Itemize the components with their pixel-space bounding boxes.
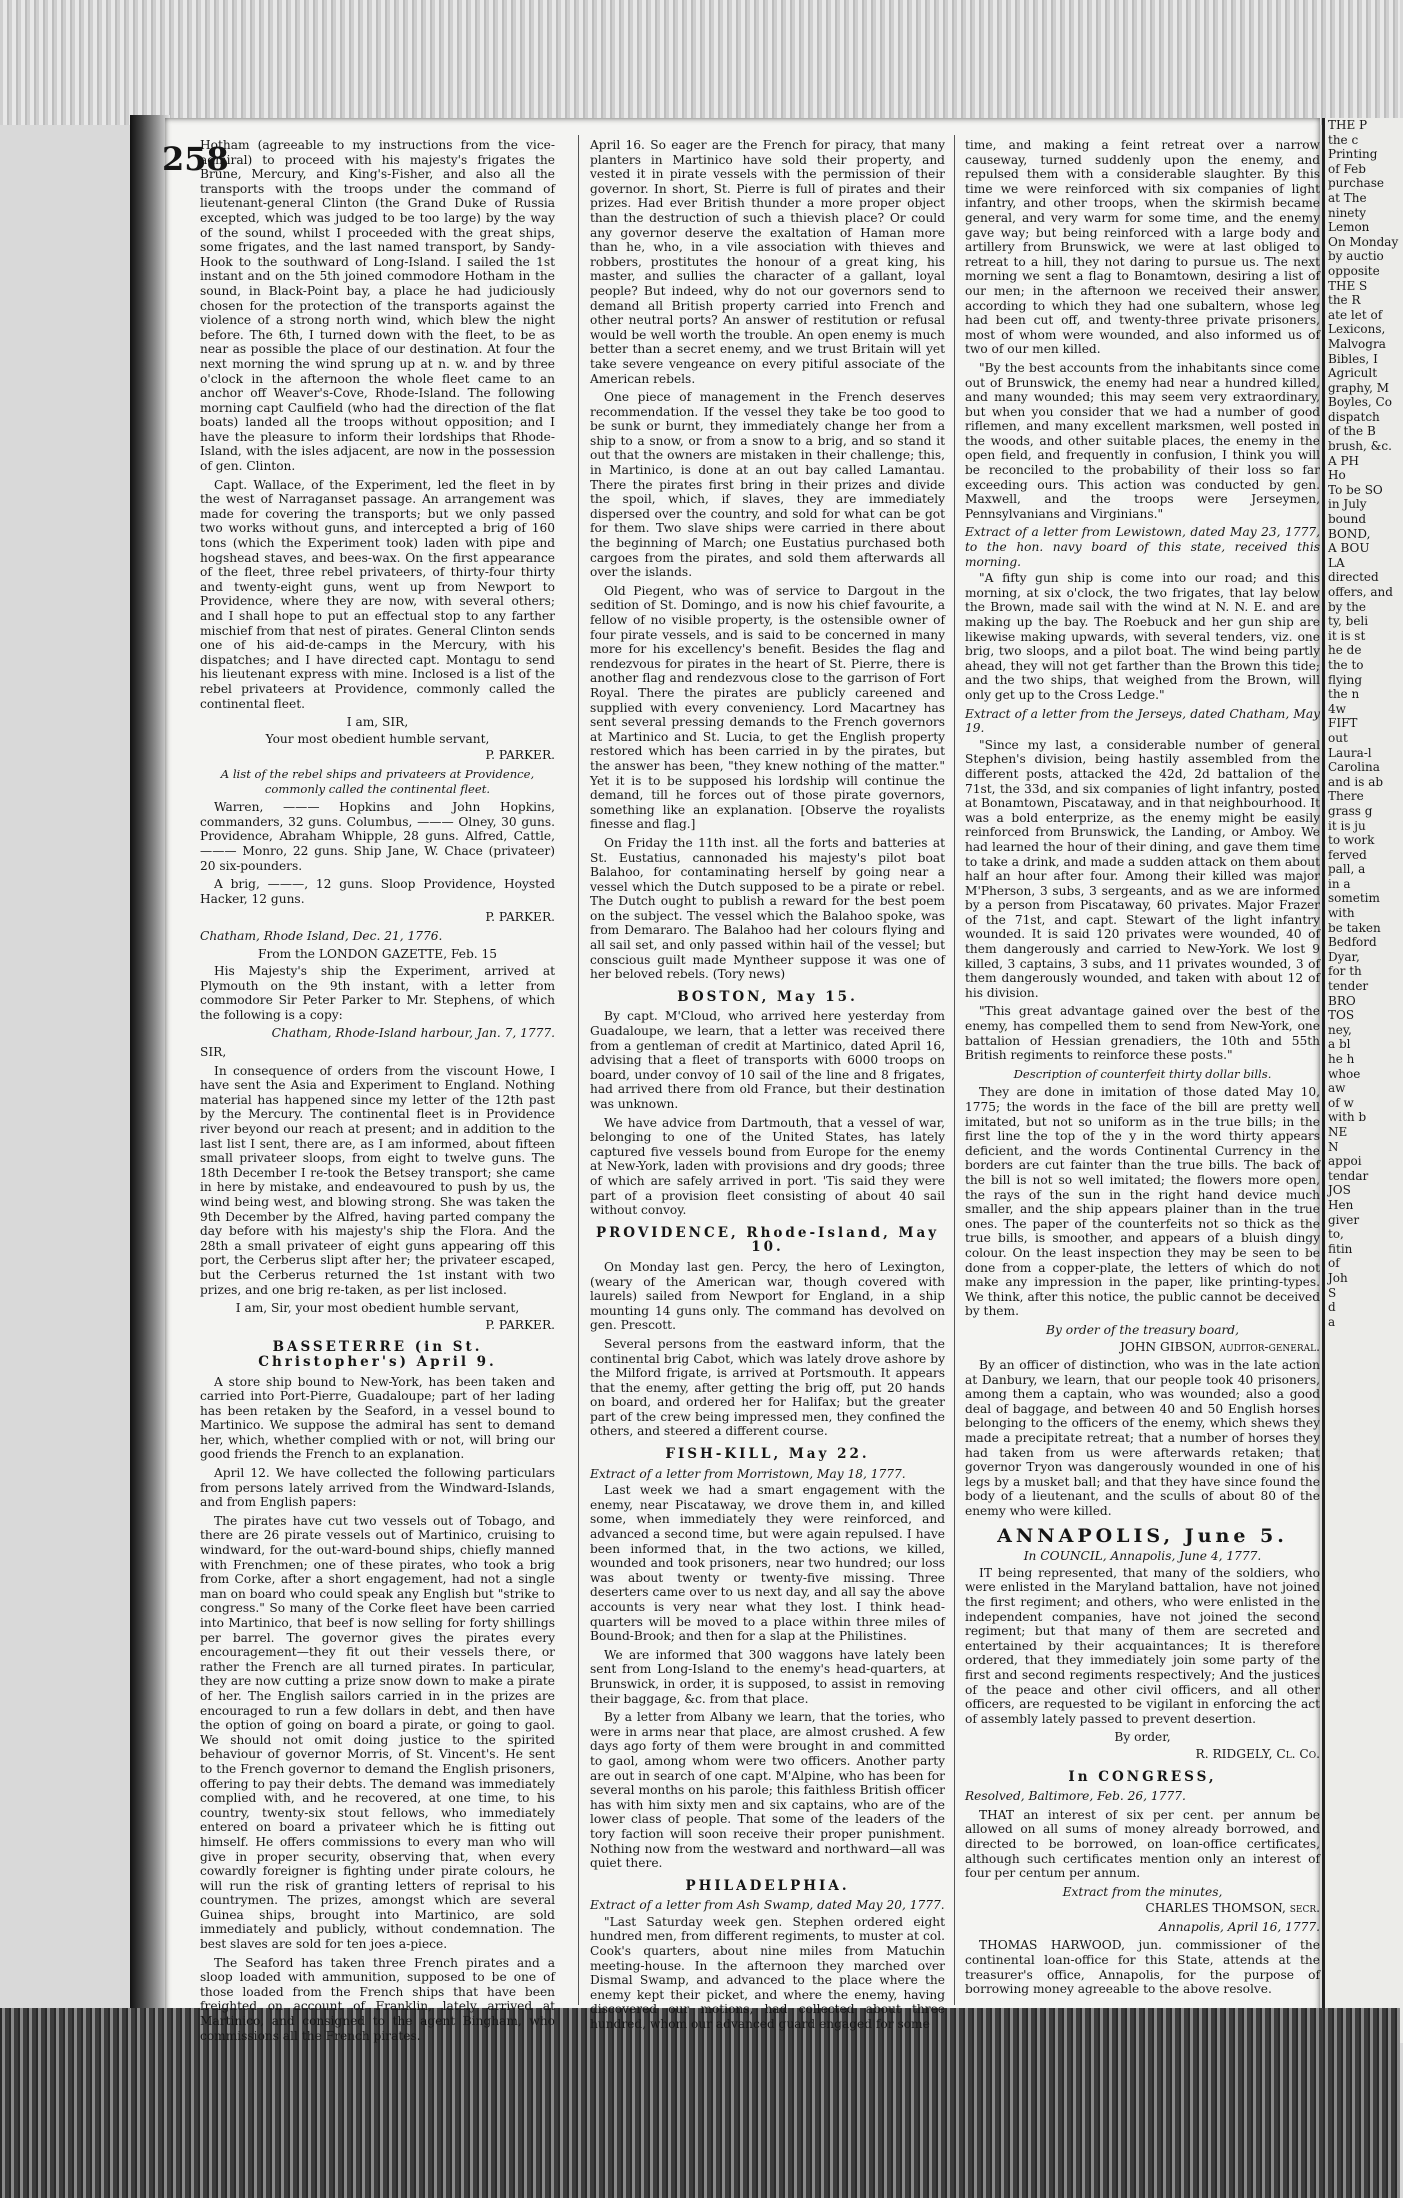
facing-page-fragment: ate let of <box>1328 307 1383 322</box>
signature: P. PARKER. <box>485 1317 555 1332</box>
column-rule <box>954 135 955 2005</box>
facing-page-fragment: Joh <box>1328 1270 1348 1285</box>
facing-page-edge <box>1322 118 1403 2043</box>
facing-page-fragment: On Monday <box>1328 234 1399 249</box>
facing-page-fragment: tender <box>1328 979 1369 994</box>
article-paragraph: One piece of management in the French deserves recommendation. If the vessel they take be too good to be sunk or burnt, they immediately change her from a ship to a snow, or from a snow to a brig, and so stand it out that the owners are mistaken in their challenge; this, in Martinico, is done at an out bay called Lamantau. There the pirates first bring in their prizes and divide the spoil, which, if slaves, they are immediately dispersed over the country, and sold for what can be got for them. Two slave ships were carried in there about the beginning of March; one Eustatius purchased both cargoes from the pirates, and sold them afterwards all over the islands. <box>590 390 945 580</box>
signature: R. RIDGELY, Cl. Co. <box>1195 1746 1320 1761</box>
article-paragraph: April 16. So eager are the French for piracy, that many planters in Martinico have sold their property, and vested it in pirate vessels with the permission of their governor. In short, St. Pierre is full of pirates and their prizes. Had ever British thunder a more proper object than the destruction of such a thievish place? Or could any governor deserve the exaltation of Haman more than he, who, in a vile association with thieves and robbers, prostitutes the honour of a great king, his master, and sullies the character of a gallant, loyal people? But indeed, why do not our governors send to demand all British property carried into French and other neutral ports? An answer of restitution or refusal would be well worth the trouble. An open enemy is much better than a secret enemy, and we trust Britain will yet take severe vengeance on every pitiful associate of the American rebels. <box>590 138 945 386</box>
article-paragraph: "Last Saturday week gen. Stephen ordered eight hundred men, from different regiments, to muster at col. Cook's quarters, about nine miles from Matuchin meeting-house. In the afternoon they marched over Dismal Swamp, and advanced to the place where the enemy kept their picket, and where the enemy, having discovered our motions, had collected about three hundred, whom our advanced guard engaged for some <box>590 1914 945 2032</box>
article-paragraph: By capt. M'Cloud, who arrived here yesterday from Guadaloupe, we learn, that a letter was received there from a gentleman of credit at Martinico, dated April 16, advising that a fleet of transports with 6000 troops on board, under convoy of 10 sail of the line and 8 frigates, had arrived there from old France, but their destination was unknown. <box>590 1009 945 1111</box>
facing-page-fragment: N <box>1328 1139 1339 1154</box>
facing-page-fragment: graphy, M <box>1328 380 1390 395</box>
facing-page-fragment: grass g <box>1328 803 1373 818</box>
facing-page-fragment: a bl <box>1328 1037 1351 1052</box>
signature: CHARLES THOMSON, secr. <box>1145 1901 1320 1916</box>
facing-page-fragment: a <box>1328 1314 1336 1329</box>
facing-page-fragment: Laura-l <box>1328 745 1372 760</box>
column-2 <box>590 138 945 2032</box>
facing-page-fragment: he h <box>1328 1052 1355 1066</box>
gazette-intro: From the LONDON GAZETTE, Feb. 15 <box>257 947 498 962</box>
salutation: SIR, <box>200 1045 227 1060</box>
article-paragraph: A store ship bound to New-York, has been taken and carried into Port-Pierre, Guadaloupe; part of her lading has been retaken by the Seaford, in a vessel bound to Martinico. We suppose the admiral has sent to demand her, which, whether complied with or not, will bring our good friends the French to an explanation. <box>200 1374 555 1462</box>
order-line: By order of the treasury board, <box>1046 1322 1239 1337</box>
facing-page-fragment: and is ab <box>1328 774 1384 789</box>
facing-page-fragment: fitin <box>1328 1241 1353 1256</box>
article-paragraph: Old Piegent, who was of service to Dargout in the sedition of St. Domingo, and is now his chief favourite, a fellow of no visible property, is the ostensible owner of four pirate vessels, and is said to be concerned in many more for his excellency's benefit. Besides the flag and rendezvous for pirates in the heart of St. Pierre, there is another flag and rendezvous close to the garrison of Fort Royal. There the pirates are publicly careened and supplied with every conveniency. Lord Macartney has sent several pressing demands to the French governors at Martinico and St. Lucia, to get the English property restored which has been carried in by the pirates, but the answer has been, "they knew nothing of the matter." Yet it is to be supposed his lordship will continue the demand, till he forces out of those pirate governors, something like an explanation. [Observe the royalists finesse and flag.] <box>590 583 945 832</box>
letter-closing: Your most obedient humble servant, <box>265 731 490 746</box>
extract-heading: Extract of a letter from the Jerseys, dated Chatham, May 19. <box>965 706 1320 736</box>
facing-page-fragment: To be SO <box>1328 482 1383 497</box>
facing-page-fragment: ferved <box>1328 847 1367 862</box>
list-caption: A list of the rebel ships and privateers at Providence, commonly called the continental fleet. <box>220 766 535 796</box>
facing-page-fragment: by auctio <box>1328 249 1384 264</box>
facing-page-fragment: THE S <box>1328 278 1368 293</box>
extract-heading: Extract of a letter from Morristown, May 18, 1777. <box>590 1466 906 1481</box>
article-paragraph: April 12. We have collected the following particulars from persons lately arrived from the Windward-Islands, and from English papers: <box>200 1466 555 1510</box>
facing-page-fragment: Bibles, I <box>1328 351 1378 366</box>
facing-page-fragment: giver <box>1328 1212 1360 1227</box>
facing-page-fragment: S <box>1328 1285 1337 1300</box>
facing-page-fragment: FIFT <box>1328 716 1358 731</box>
dateline-providence: PROVIDENCE, Rhode-Island, May 10. <box>595 1224 940 1256</box>
extract-heading: Extract of a letter from Ash Swamp, dated May 20, 1777. <box>590 1898 945 1913</box>
facing-page-fragment: of w <box>1328 1095 1354 1110</box>
facing-page-fragment: Agricult <box>1328 366 1378 381</box>
resolved-line: Resolved, Baltimore, Feb. 26, 1777. <box>965 1789 1186 1804</box>
facing-page-fragment: Dyar, <box>1328 949 1360 964</box>
facing-page-fragment: it is st <box>1328 628 1366 643</box>
facing-page-fragment: of the B <box>1328 424 1376 439</box>
facing-page-fragment: flying <box>1328 672 1363 687</box>
facing-page-fragment: he de <box>1328 643 1362 658</box>
scan-border-top <box>0 0 1400 125</box>
article-paragraph: "A fifty gun ship is come into our road; and this morning, at six o'clock, the two frigates, that lay below the Brown, made sail with the wind at N. N. E. and are making up the bay. The Roebuck and her gun ship are likewise making upwards, with several tenders, viz. one brig, two sloops, and a pilot boat. The wind being partly ahead, they will not get farther than the Brown this tide; and the two ships, that weighed from the Brown, will only get up to the Cross Ledge." <box>965 571 1320 702</box>
place-date: Chatham, Rhode-Island harbour, Jan. 7, 1777. <box>271 1026 555 1041</box>
facing-page-fragment: THE P <box>1328 118 1368 132</box>
place-date: Annapolis, April 16, 1777. <box>1159 1919 1320 1934</box>
facing-page-fragment: aw <box>1328 1081 1346 1096</box>
article-paragraph: Capt. Wallace, of the Experiment, led the fleet in by the west of Narraganset passage. An arrangement was made for covering the transports; but we only passed two works without guns, and intercepted a brig of 160 tons (which the Experiment took) laden with pipe and hogshead staves, and bees-wax. On the first appearance of the fleet, three rebel privateers, of thirty-four thirty and twenty-eight guns, went up from Newport to Providence, where they are now, with several others; and I shall hope to put an effectual stop to any farther mischief from that nest of pirates. General Clinton sends one of his aid-de-camps in the Mercury, with his dispatches; and I have directed capt. Montagu to send his lieutenant express with mine. Inclosed is a list of the rebel privateers at Providence, commonly called the continental fleet. <box>200 477 555 711</box>
article-paragraph: In consequence of orders from the viscount Howe, I have sent the Asia and Experiment to England. Nothing material has happened since my letter of the 12th past by the Mercury. The continental fleet is in Providence river beyond our reach at present; and in addition to the last list I sent, there are, as I am informed, about fifteen small privateer sloops, from eight to twelve guns. The 18th December I re-took the Betsey transport; she came in here by mistake, and endeavoured to push by us, the wind being west, and blowing strong. She was taken the 9th December by the Alfred, having parted company the day before with his majesty's ship the Flora. And the 28th a small privateer of eight guns appearing off this port, the Cerberus slipt after her; the privateer escaped, but the Cerberus returned the 1st instant with two prizes, and one brig re-taken, as per list inclosed. <box>200 1063 555 1297</box>
article-paragraph: Last week we had a smart engagement with the enemy, near Piscataway, we drove them in, and killed some, when immediately they were reinforced, and advanced a second time, but were again repulsed. I have been informed that, in the two actions, we killed, wounded and took prisoners, near two hundred; our loss was about twenty or twenty-five missing. Three deserters came over to us next day, and all say the above accounts is very near what they lost. I think head-quarters will be moved to a place within three miles of Bound-Brook; and then for a slap at the Philistines. <box>590 1483 945 1644</box>
facing-page-fragment: NE <box>1328 1124 1348 1139</box>
facing-page-fragment: LA <box>1328 555 1345 570</box>
signature: P. PARKER. <box>485 910 555 925</box>
dateline-fishkill: FISH-KILL, May 22. <box>665 1446 870 1463</box>
facing-page-fragment: it is ju <box>1328 818 1366 833</box>
facing-page-fragment: Lexicons, <box>1328 322 1386 337</box>
article-paragraph: His Majesty's ship the Experiment, arrived at Plymouth on the 9th instant, with a letter from commodore Sir Peter Parker to Mr. Stephens, of which the following is a copy: <box>200 964 555 1022</box>
article-paragraph: The Seaford has taken three French pirates and a sloop loaded with ammunition, supposed to be one of those loaded from the French ships that have been freighted on account of Franklin, lately arrived at Martinico, and consigned to the agent Bingham, who commissions all the French pirates. <box>200 1955 555 2043</box>
article-paragraph: time, and making a feint retreat over a narrow causeway, turned suddenly upon the enemy, and repulsed them with a considerable slaughter. By this time we were reinforced with six companies of light infantry, and other troops, when the skirmish became general, and very warm for some time, and the enemy gave way; but being reinforced with a large body and artillery from Brunswick, we were at last obliged to retreat to a hill, they not daring to pursue us. The next morning we sent a flag to Bonamtown, desiring a list of our men; in the afternoon we received their answer, according to which they had one subaltern, whose leg had been cut off, and twenty-three private prisoners, most of whom were wounded, and also informed us of two of our men killed. <box>965 138 1320 357</box>
facing-page-fragment: pall, a <box>1328 862 1366 877</box>
facing-page-fragment: by the <box>1328 599 1366 614</box>
facing-page-fragment: whoe <box>1328 1066 1361 1081</box>
column-1 <box>200 138 555 2043</box>
facing-page-fragment: for th <box>1328 964 1362 979</box>
facing-page-fragment: BOND, <box>1328 526 1371 541</box>
book-binding <box>130 115 170 2035</box>
facing-page-fragment: the n <box>1328 687 1360 702</box>
facing-page-fragment: Carolina <box>1328 760 1380 775</box>
dateline-annapolis: ANNAPOLIS, June 5. <box>997 1524 1288 1547</box>
list-line: A brig, ———, 12 guns. Sloop Providence, Hoysted Hacker, 12 guns. <box>200 877 555 906</box>
article-paragraph: On Monday last gen. Percy, the hero of Lexington, (weary of the American war, though covered with laurels) sailed from Newport for England, in a ship mounting 14 guns only. The command has devolved on gen. Prescott. <box>590 1259 945 1333</box>
facing-page-fragment: brush, &c. <box>1328 439 1392 454</box>
letter-closing: I am, SIR, <box>346 715 409 730</box>
facing-page-fragment: directed <box>1328 570 1379 585</box>
dateline-philadelphia: PHILADELPHIA. <box>685 1877 850 1894</box>
facing-page-fragment: the to <box>1328 657 1364 672</box>
article-paragraph: "Since my last, a considerable number of general Stephen's division, being hastily assembled from the different posts, attacked the 42d, 2d battalion of the 71st, the 33d, and six companies of light infantry, posted at Bonamtown, Piscataway, and in that neighbourhood. It was a bold enterprize, as the enemy might be easily reinforced from Brunswick, the Landing, or Amboy. We had learned the hour of their dining, and gave them time to take a drink, and made a sudden attack on them about half an hour after four. Among their killed was major M'Pherson, 3 subs, 3 sergeants, and as we are informed by a person from Piscataway, 60 privates. Major Frazer of the 71st, and capt. Stewart of the light infantry wounded. It is said 120 privates were wounded, 40 of them dangerously and carried to New-York. We lost 9 killed, 3 captains, 3 subs, and 11 privates wounded, 3 of them dangerously wounded, and taken with about 12 of his division. <box>965 737 1320 1000</box>
facing-page-fragment: There <box>1328 789 1364 804</box>
facing-page-fragment: in July <box>1328 497 1367 512</box>
facing-page-fragment: at The <box>1328 190 1367 205</box>
article-paragraph: On Friday the 11th inst. all the forts and batteries at St. Eustatius, cannonaded his majesty's pilot boat Balahoo, for contaminating herself by going near a vessel which the Dutch supposed to be a pirate or rebel. The Dutch ought to publish a reward for the best poem on the subject. The vessel which the Balahoo spoke, was from Demararo. The Balahoo had her colours flying and all sail set, and only passed within hail of the vessel; but conscious guilt made Myntheer suppose it was one of her beloved rebels. (Tory news) <box>590 835 945 982</box>
dateline-basseterre: BASSETERRE (in St. Christopher's) April 9. <box>258 1339 497 1370</box>
list-line: Warren, ——— Hopkins and John Hopkins, commanders, 32 guns. Columbus, ——— Olney, 30 guns. Providence, Abraham Whipple, 28 guns. Alfred, Cattle, ——— Monro, 22 guns. Ship Jane, W. Chace (privateer) 20 six-pounders. <box>200 800 555 873</box>
facing-page-fragment: of Feb <box>1328 161 1366 176</box>
counterfeit-caption: Description of counterfeit thirty dollar bills. <box>1013 1066 1272 1081</box>
facing-page-fragment: purchase <box>1328 176 1385 191</box>
facing-page-fragment: sometim <box>1328 891 1380 906</box>
dateline-boston: BOSTON, May 15. <box>677 988 858 1005</box>
facing-page-fragment: appoi <box>1328 1154 1362 1169</box>
facing-page-fragment: ninety <box>1328 205 1366 220</box>
facing-page-fragment: ty, beli <box>1328 614 1369 629</box>
order-line: By order, <box>1114 1730 1171 1745</box>
facing-page-fragment: with b <box>1328 1110 1367 1125</box>
facing-page-fragment: d <box>1328 1300 1336 1315</box>
article-paragraph: We are informed that 300 waggons have lately been sent from Long-Island to the enemy's head-quarters, at Brunswick, in order, it is supposed, to assist in removing their baggage, &c. from that place. <box>590 1647 945 1706</box>
facing-page-fragment: TOS <box>1328 1008 1355 1023</box>
facing-page-fragment: Hen <box>1328 1197 1354 1212</box>
article-paragraph: We have advice from Dartmouth, that a vessel of war, belonging to one of the United States, has lately captured five vessels bound from Europe for the enemy at New-York, laden with provisions and dry goods; three of which are safely arrived in port. 'Tis said they were part of a provision fleet consisting of about 40 sail without convoy. <box>590 1115 945 1218</box>
article-paragraph: Several persons from the eastward inform, that the continental brig Cabot, which was lately drove ashore by the Milford frigate, is arrived at Portsmouth. It appears that the enemy, after getting the brig off, put 20 hands on board, and ordered her for Halifax; but the greater part of the crew being impressed men, they confined the others, and steered a different course. <box>590 1336 945 1439</box>
page-number: 258 <box>162 140 229 178</box>
facing-page-fragment: in a <box>1328 876 1351 891</box>
facing-page-fragment: be taken <box>1328 920 1381 935</box>
facing-page-fragment: A BOU <box>1328 541 1370 556</box>
congress-heading: In CONGRESS, <box>1068 1768 1217 1785</box>
facing-page-fragment: opposite <box>1328 263 1380 278</box>
facing-page-fragment: with <box>1328 906 1355 921</box>
article-paragraph: Hotham (agreeable to my instructions from the vice-admiral) to proceed with his majesty's frigates the Brune, Mercury, and King's-Fisher, and also all the transports with the troops under the command of lieutenant-general Clinton (the Grand Duke of Russia excepted, which was judged to be too large) by the way of the sound, whilst I proceeded with the great ships, some frigates, and the last named transport, by Sandy-Hook to the southward of Long-Island. I sailed the 1st instant and on the 5th joined commodore Hotham in the sound, in Black-Point bay, a place he had judiciously chosen for the protection of the transports against the violence of a strong north wind, which blew the night before. The 6th, I turned down with the fleet, to be as near as possible the place of our destination. At four the next morning the wind sprung up at n. w. and by three o'clock in the afternoon the whole fleet came to an anchor off Weaver's-Cove, Rhode-Island. The following morning capt Caulfield (who had the direction of the flat boats) landed all the troops without opposition; and I have the pleasure to inform their lordships that Rhode-Island, with the isles adjacent, are now in the possession of gen. Clinton. <box>200 138 555 474</box>
extract-heading: Extract of a letter from Lewistown, dated May 23, 1777, to the hon. navy board of this state, received this morning. <box>965 525 1320 569</box>
article-paragraph: The pirates have cut two vessels out of Tobago, and there are 26 pirate vessels out of Martinico, cruising to windward, for the out-ward-bound ships, chiefly manned with Frenchmen; one of these pirates, who took a brig from Corke, after a short engagement, had not a single man on board who could speak any English but "strike to congress." So many of the Corke fleet have been carried into Martinico, that beef is now selling for forty shillings per barrel. The governor gives the pirates every encouragement—they fit out their vessels there, or rather the French are all turned pirates. In particular, they are now cutting a prize snow down to make a pirate of her. The English sailors carried in in the prizes are encouraged to run a few dollars in debt, and then have the option of going on board a pirate, or going to gaol. We should not omit doing justice to the spirited behaviour of governor Morris, of St. Vincent's. He sent to the French governor to demand the English prisoners, offering to pay their debts. The demand was immediately complied with, and he recovered, at one time, to his country, twenty-six stout fellows, who immediately entered on board a privateer which he is fitting out himself. He offers commissions to every man who will give in proper security, observing that, when every cowardly foreigner is fighting under pirate colours, he will run the risk of granting letters of reprisal to his countrymen. The prizes, amongst which are several Guinea ships, brought into Martinico, are sold immediately and publicly, without condemnation. The best slaves are sold for ten joes a-piece. <box>200 1513 555 1952</box>
article-paragraph: THAT an interest of six per cent. per annum be allowed on all sums of money already borrowed, and directed to be borrowed, on loan-office certificates, although such certificates mention only an interest of four per centum per annum. <box>965 1807 1320 1881</box>
article-paragraph: IT being represented, that many of the soldiers, who were enlisted in the Maryland battalion, have not joined the first regiment; and others, who were enlisted in the independent companies, have not joined the second regiment; but that many of them are secreted and entertained by their acquaintances; It is therefore ordered, that they immediately join some party of the first and second regiments respectively; And the justices of the peace and other civil officers, and all other officers, are requested to be vigilant in enforcing the act of assembly lately passed to prevent desertion. <box>965 1565 1320 1726</box>
place-date: Chatham, Rhode Island, Dec. 21, 1776. <box>200 928 443 943</box>
facing-page-fragment: out <box>1328 730 1348 745</box>
facing-page-fragment: to work <box>1328 833 1375 848</box>
article-paragraph: THOMAS HARWOOD, jun. commissioner of the continental loan-office for this State, attends at the treasurer's office, Annapolis, for the purpose of borrowing money agreeable to the above resolve. <box>965 1938 1320 1997</box>
facing-page-fragment: offers, and <box>1328 585 1393 599</box>
facing-page-fragment: the R <box>1328 293 1361 308</box>
facing-page-fragment: A PH <box>1328 453 1360 468</box>
facing-page-fragment: the c <box>1328 132 1359 147</box>
article-paragraph: By an officer of distinction, who was in the late action at Danbury, we learn, that our people took 40 prisoners, among them a captain, who was wounded; also a good deal of baggage, and between 40 and 50 English horses belonging to the officers of the enemy, which shews they made a precipitate retreat; that a number of horses they had taken from us were afterwards retaken; that governor Tryon was dangerously wounded in one of his legs by a musket ball; and that they have since found the body of a lieutenant, and the sculls of about 80 of the enemy who were killed. <box>965 1358 1320 1519</box>
facing-page-fragment: JOS <box>1328 1183 1351 1198</box>
article-paragraph: They are done in imitation of those dated May 10, 1775; the words in the face of the bill are pretty well imitated, but not so uniform as in the true bills; in the first line the top of the y in the word thirty appears deficient, and the words Continental Currency in the borders are cut fainter than the true bills. The back of the bill is not so well imitated; the flowers more open, the rays of the sun in the right hand device much smaller, and the ship appears plainer than in the true ones. The paper of the counterfeits not so thick as the true bills, is smoother, and appears of a bluish dingy colour. On the least inspection they may be seen to be done from a copper-plate, the letters of which do not make any impression in the paper, like printing-types. We think, after this notice, the public cannot be deceived by them. <box>965 1085 1320 1319</box>
signature: P. PARKER. <box>485 748 555 763</box>
signature: JOHN GIBSON, auditor-general. <box>1120 1339 1320 1354</box>
article-paragraph: "By the best accounts from the inhabitants since come out of Brunswick, the enemy had near a hundred killed, and many wounded; this may seem very extraordinary, but when you consider that we had a number of good riflemen, and many excellent marksmen, well posted in the woods, and other suitable places, the enemy in the open field, and frequently in confusion, I think you will be reconciled to the probability of their loss so far exceeding ours. This action was conducted by gen. Maxwell, and the troops were Jerseymen, Pennsylvanians and Virginians." <box>965 360 1320 521</box>
facing-page-fragment: ney, <box>1328 1022 1352 1037</box>
column-rule <box>578 135 579 2005</box>
extract-line: Extract from the minutes, <box>1062 1884 1223 1899</box>
facing-page-fragment: Ho <box>1328 468 1346 483</box>
facing-page-fragment: Lemon <box>1328 220 1370 235</box>
facing-page-fragment: BRO <box>1328 993 1356 1008</box>
facing-page-fragment: of <box>1328 1256 1340 1271</box>
facing-page-fragment: Boyles, Co <box>1328 395 1392 410</box>
facing-page-fragment: Malvogra <box>1328 336 1386 351</box>
column-3 <box>965 138 1320 2008</box>
article-paragraph: "This great advantage gained over the best of the enemy, has compelled them to send from New-York, one battalion of Hessian grenadiers, the 10th and 55th British regiments to reinforce these posts." <box>965 1004 1320 1063</box>
facing-page-fragment: Bedford <box>1328 935 1377 950</box>
facing-page-fragment: dispatch <box>1328 409 1380 424</box>
letter-closing: I am, Sir, your most obedient humble servant, <box>235 1301 520 1316</box>
facing-page-fragment: to, <box>1328 1227 1344 1242</box>
facing-page-fragment: Printing <box>1328 147 1378 162</box>
facing-page-fragment: 4w <box>1328 701 1346 716</box>
facing-page-fragment: tendar <box>1328 1168 1369 1183</box>
council-heading: In COUNCIL, Annapolis, June 4, 1777. <box>1023 1549 1262 1564</box>
article-paragraph: By a letter from Albany we learn, that the tories, who were in arms near that place, are almost crushed. A few days ago forty of them were brought in and committed to gaol, among whom were two officers. Another party are out in search of one capt. M'Alpine, who has been for several months on his parole; this faithless British officer has with him sixty men and six captains, who are of the lower class of people. That some of the leaders of the tory faction will soon receive their proper punishment. Nothing now from the westward and northward—all was quiet there. <box>590 1710 945 1871</box>
facing-page-fragment: bound <box>1328 512 1367 527</box>
